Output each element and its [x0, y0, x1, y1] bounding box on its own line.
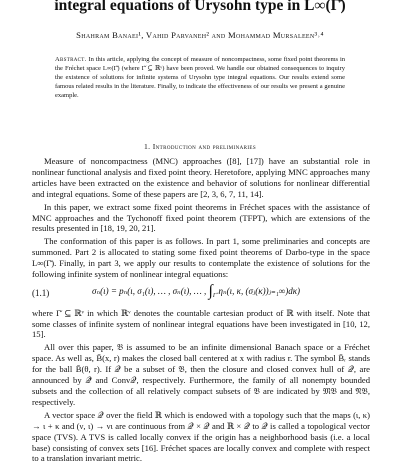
equation-1-1 [32, 282, 370, 302]
paragraph: In this paper, we extract some fixed point theorems in Fréchet spaces with the assistance of MNC approaches and the Tychonoff fixed point theorem (TFPT), which are extensions of the results presented in [18, 19, 20, 21]. [32, 201, 370, 234]
integral-sign: ∫ [208, 282, 213, 300]
paragraph: where Γ̆ ⊆ ℝᵛ in which ℝᵛ denotes the countable cartesian product of ℝ with itself. Note that some classes of infinite system of nonlinear integral equations have been investigated in [10, 12, 15]. [32, 307, 370, 340]
paragraph: All over this paper, 𝔅 is assumed to be an infinite dimensional Banach space or a Fréchet space. As well as, B̄(x, r) makes the closed ball centered at x with radius r. The symbol B̄ᵣ stands for the ball B̄(θ, r). If 𝒬 be a subset of 𝔅, then the closure and closed convex hull of 𝒬, are announced by 𝒬̄ and Conv𝒬, respectively. Furthermore, the family of all nonempty bounded subsets and the collection of all relatively compact subsets of 𝔅 are indicated by 𝔐𝔅 and 𝔑𝔅, respectively. [32, 342, 370, 407]
paper-title: integral equations of Urysohn type in L∞(Γ̆) [54, 0, 346, 14]
paragraph: The conformation of this paper is as follows. In part 1, some preliminaries and concepts are summoned. Part 2 is allocated to stating some fixed point theorems of Darbo-type in the space L∞(Γ̆). Finally, in part 3, we apply our results to contemplate the existence of solutions for the following infinite system of nonlinear integral equations: [32, 236, 370, 280]
paragraph: A vector space 𝒬 over the field ℝ which is endowed with a topology such that the maps (ι, κ) → ι + κ and (ν, ι) → νι are continuous from 𝒬 × 𝒬 and ℝ × 𝒬 to 𝒬 is called a topological vector space (TVS). A TVS is called locally convex if the origin has a neighborhood basis (i.e. a local base) consisting of convex sets [16]. Fréchet spaces are locally convex and complete with respect to a translation invariant metric. [32, 409, 370, 464]
author-list: Shahram Banaei¹, Vahid Parvaneh² and Mohammad Mursaleen³˒⁴ [76, 30, 324, 40]
abstract-label: Abstract. [55, 56, 87, 63]
equation-rhs: ηₙ(ι, κ, (σⱼ(κ))ⱼ₌₁∞)dκ) [218, 285, 301, 296]
body-text [32, 156, 370, 466]
equation-lhs: σₙ(ι) = pₙ(ι, σ₁(ι), … , σₙ(ι), … , [92, 285, 207, 296]
integral-domain: Γ̆ [212, 292, 217, 299]
paragraph: Measure of noncompactness (MNC) approaches ([8], [17]) have an substantial role in nonlinear functional analysis and fixed point theory. Heretofore, applying MNC approaches many articles have been extracted on the existence and behavior of solutions for nonlinear differential and integral equations. Some of these papers are [2, 3, 6, 7, 11, 14]. [32, 156, 370, 199]
equation-expression [92, 282, 370, 302]
abstract [55, 55, 345, 100]
abstract-text: In this article, applying the concept of measure of noncompactness, some fixed point theorems in the Fréchet space L∞(Γ̆) (where Γ̆ ⊆ ℝᵛ) have been proved. We handle our obtained consequences to inquiry the existence of solutions for infinite systems of Urysohn type integral equations. Our results extend some famous related results in the literature. Finally, to indicate the effectiveness of our results we present a genuine example. [55, 56, 345, 99]
equation-number: (1.1) [32, 288, 50, 299]
section-heading: 1. Introduction and preliminaries [143, 142, 257, 151]
